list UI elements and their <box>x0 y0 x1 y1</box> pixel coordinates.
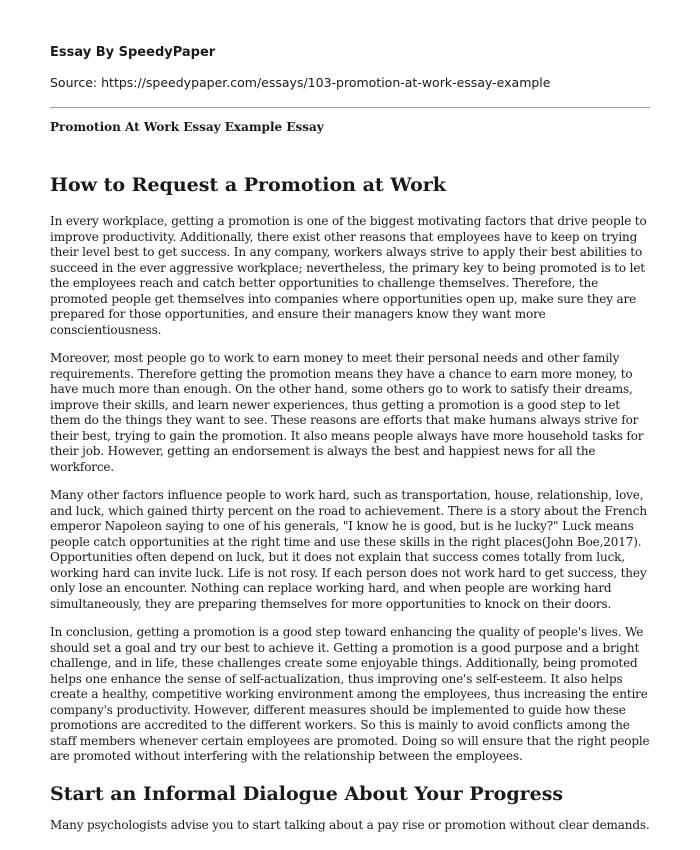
header-divider <box>50 107 650 108</box>
paragraph: In every workplace, getting a promotion is one of the biggest motivating factors that drive people to improve productivity. Additionally, there exist other reasons that employees have to keep on trying their level best to get success. In any company, workers always strive to apply their best abilities to succeed in the ever aggressive workplace; nevertheless, the primary key to being promoted is to let the employees reach and catch better opportunities to challenge themselves. Therefore, the promoted people get themselves into companies where opportunities open up, make sure they are prepared for those opportunities, and ensure their managers know they want more conscientiousness. <box>50 214 647 337</box>
paragraph: Many other factors influence people to work hard, such as transportation, house, relationship, love, and luck, which gained thirty percent on the road to achievement. There is a story about the French emperor Napoleon saying to one of his generals, "I know he is good, but is he lucky?" Luck means people catch opportunities at the right time and use these skills in the right places(John Boe,2017). Opportunities often depend on luck, but it does not explain that success comes totally from luck, working hard can invite luck. Life is not rosy. If each person does not work hard to get success, they only lose an encounter. Nothing can replace working hard, and when people are working hard simultaneously, they are preparing themselves for more opportunities to knock on their doors. <box>50 488 647 611</box>
document-title: Promotion At Work Essay Example Essay <box>50 120 324 134</box>
section-heading-informal-dialogue: Start an Informal Dialogue About Your Progress <box>50 782 564 805</box>
paragraph: In conclusion, getting a promotion is a good step toward enhancing the quality of people's lives. We should set a goal and try our best to achieve it. Getting a promotion is a good purpose and a bright challenge, and in life, these challenges create some enjoyable things. Additionally, being promoted helps one enhance the sense of self-actualization, thus improving one's self-esteem. It also helps create a healthy, competitive working environment among the employees, thus increasing the entire company's productivity. However, different measures should be implemented to guide how these promotions are accredited to the different workers. So this is mainly to avoid conflicts among the staff members whenever certain employees are promoted. Doing so will ensure that the right people are promoted without interfering with the relationship between the employees. <box>50 625 650 763</box>
site-brand: Essay By SpeedyPaper <box>50 45 216 60</box>
section-heading-request-promotion: How to Request a Promotion at Work <box>50 174 446 196</box>
source-line: Source: https://speedypaper.com/essays/103-promotion-at-work-essay-example <box>50 75 551 90</box>
paragraph: Moreover, most people go to work to earn money to meet their personal needs and other family requirements. Therefore getting the promotion means they have a chance to earn more money, to have much more than enough. On the other hand, some others go to work to satisfy their dreams, improve their skills, and learn newer experiences, thus getting a promotion is a good step to let them do the things they want to see. These reasons are efforts that make humans always strive for their best, trying to gain the promotion. It also means people always have more household tasks for their job. However, getting an endorsement is always the best and happiest news for all the workforce. <box>50 351 644 474</box>
paragraph: Many psychologists advise you to start talking about a pay rise or promotion without clear demands. <box>50 817 650 832</box>
